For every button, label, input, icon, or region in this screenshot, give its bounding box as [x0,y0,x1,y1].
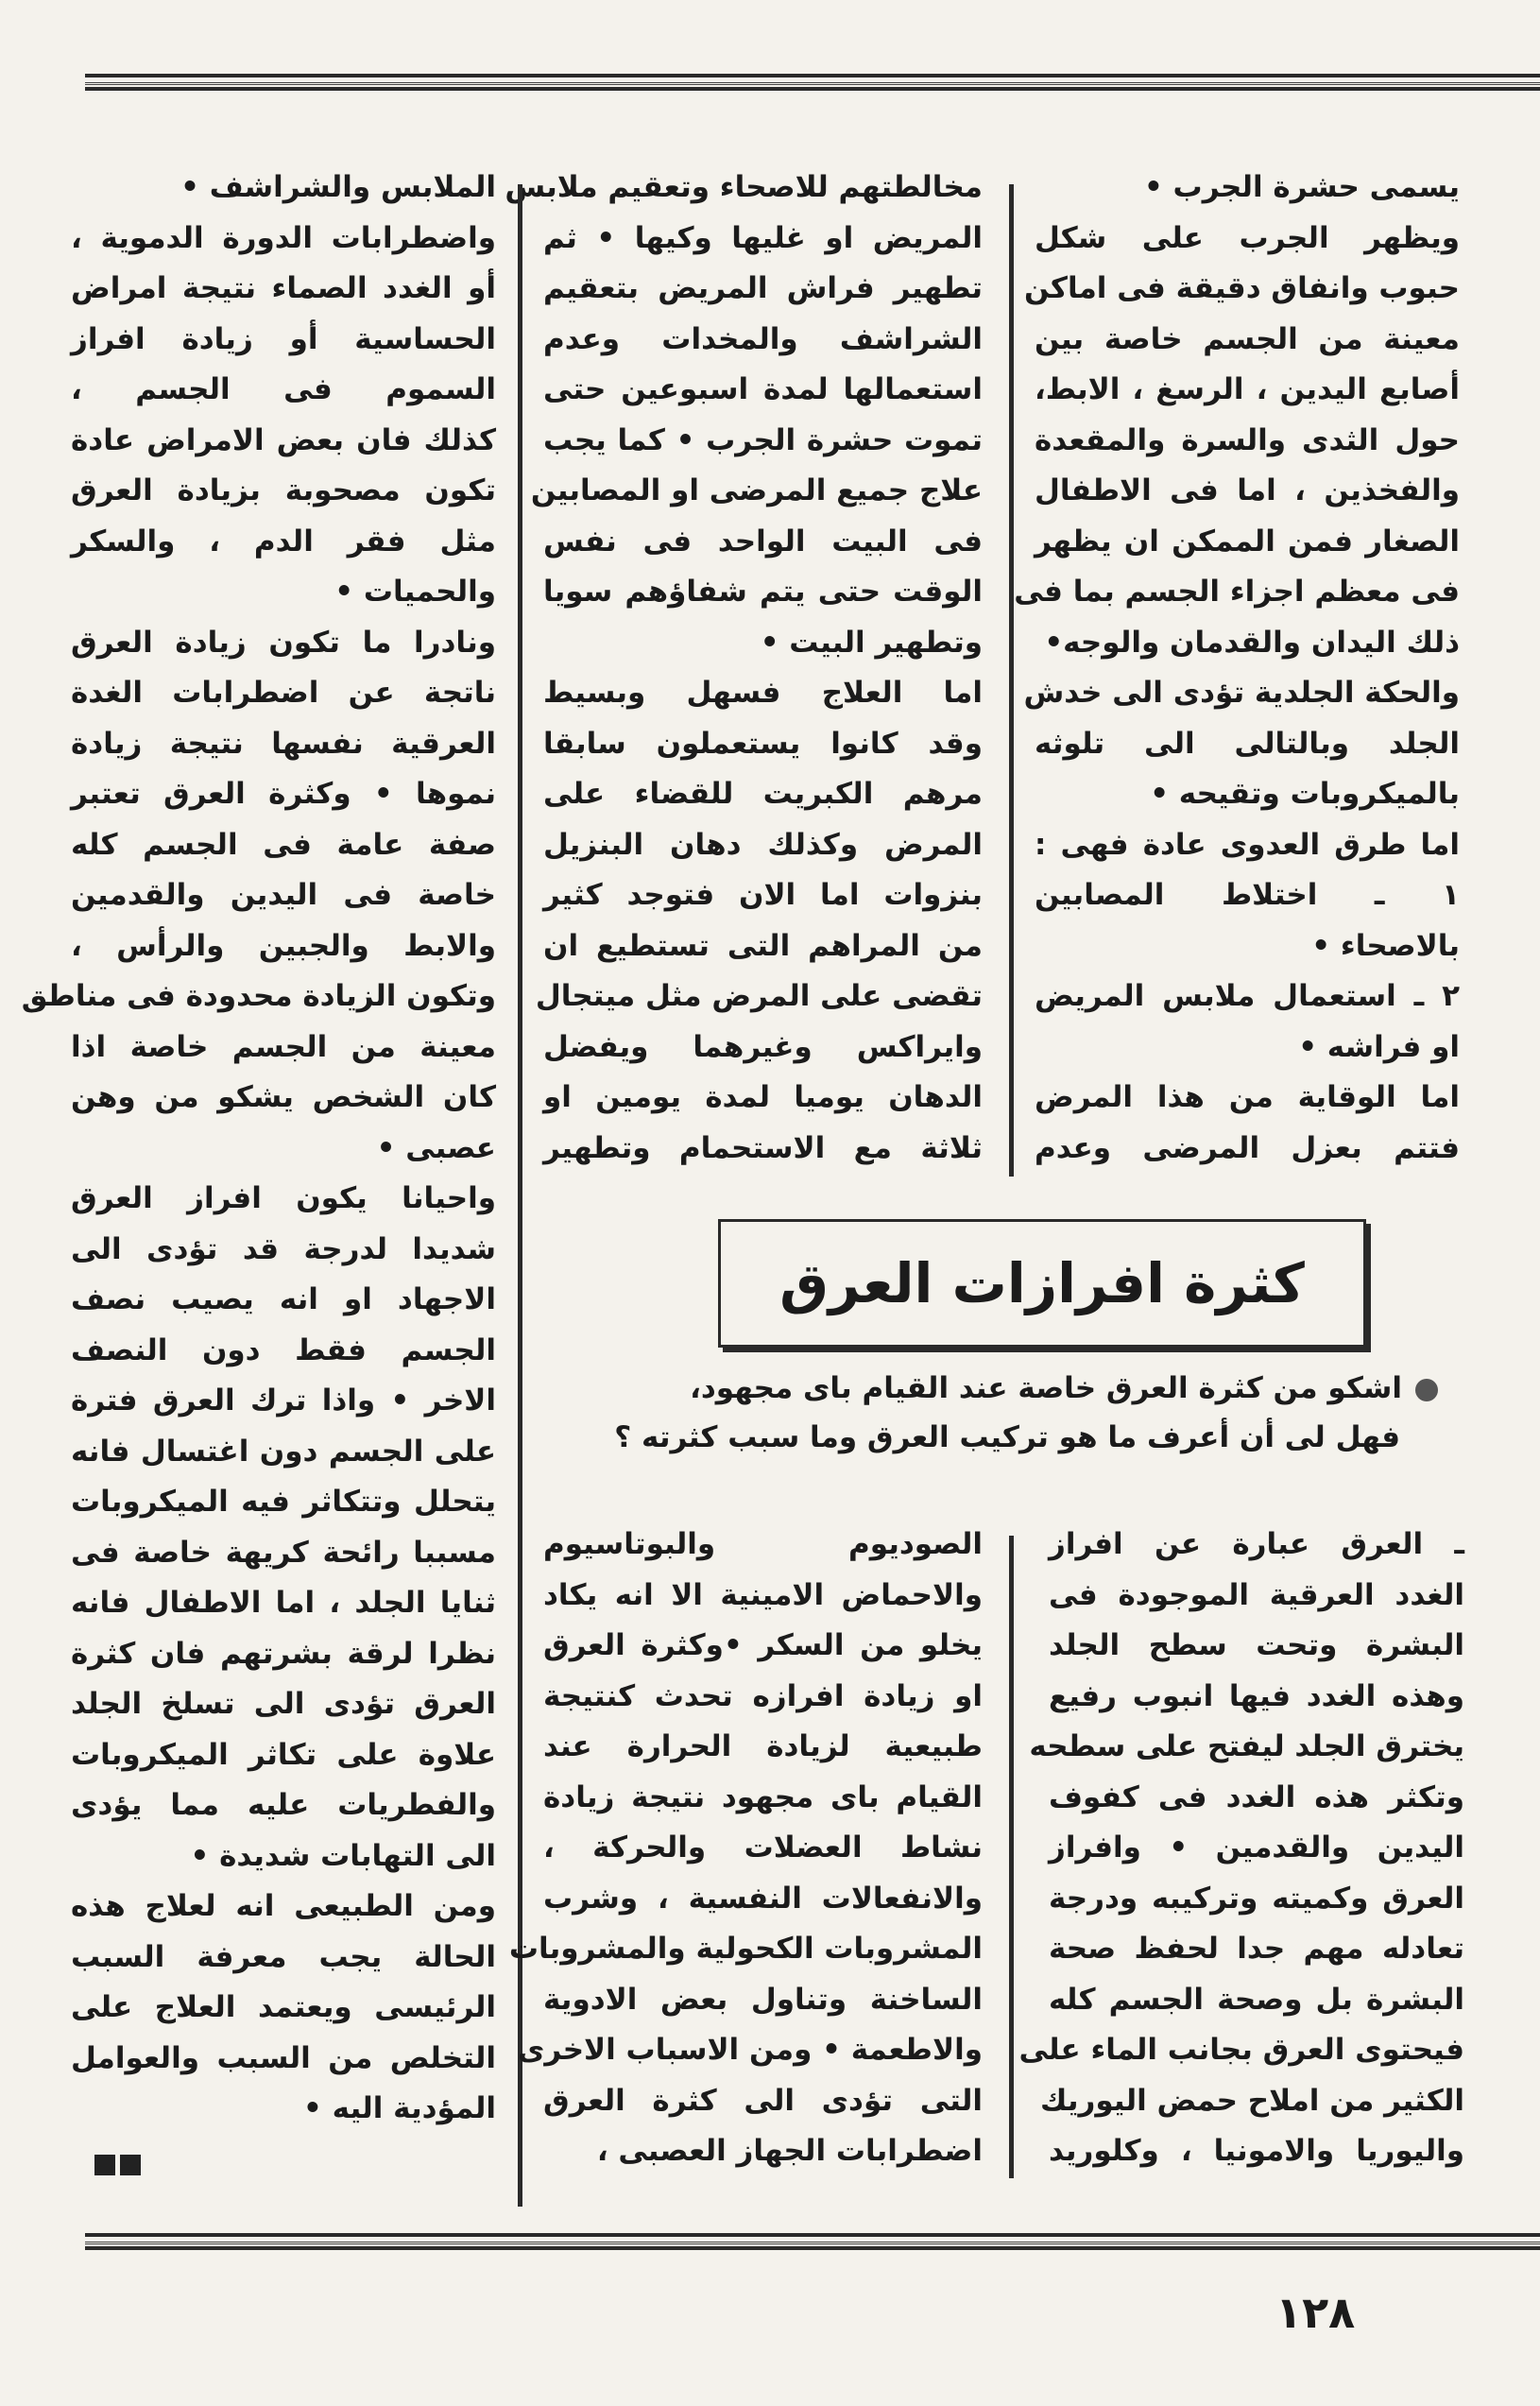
text-line: البشرة وتحت سطح الجلد [1049,1628,1464,1662]
text-line: ذلك اليدان والقدمان والوجه• [1044,625,1460,660]
text-line: علاوة على تكاثر الميكروبات [71,1737,496,1772]
text-line: يخترق الجلد ليفتح على سطحه [1029,1729,1464,1763]
text-line: والفطريات عليه مما يؤدى [71,1788,496,1822]
text-line: فى معظم اجزاء الجسم بما فى [1014,575,1460,609]
text-line: والانفعالات النفسية ، وشرب [543,1881,983,1916]
text-line: مسببا رائحة كريهة خاصة فى [71,1535,496,1570]
text-line: حول الثدى والسرة والمقعدة [1035,422,1460,457]
text-line: وتكون الزيادة محدودة فى مناطق [21,979,496,1013]
text-line: تكون مصحوبة بزيادة العرق [71,473,496,507]
text-line: والاطعمة • ومن الاسباب الاخرى [518,2033,983,2067]
question-line-1: اشكو من كثرة العرق خاصة عند القيام باى مجهود، [418,1364,1438,1413]
text-line: الجسم فقط دون النصف [71,1332,496,1367]
text-line: المشروبات الكحولية والمشروبات [508,1932,983,1966]
text-line: المريض او غليها وكيها • ثم [543,220,983,255]
text-line: وقد كانوا يستعملون سابقا [543,726,983,761]
text-line: الحساسية أو زيادة افراز [71,321,496,356]
question-line-2: فهل لى أن أعرف ما هو تركيب العرق وما سبب كثرته ؟ [614,1420,1400,1454]
text-line: والاحماض الامينية الا انه يكاد [543,1577,983,1612]
text-line: واليوريا والامونيا ، وكلوريد [1049,2134,1464,2168]
text-line: معينة من الجسم خاصة بين [1035,321,1460,356]
text-line: الاخر • واذا ترك العرق فترة [71,1383,496,1418]
text-line: تعادله مهم جدا لحفظ صحة [1049,1932,1464,1966]
text-line: العرق تؤدى الى تسلخ الجلد [71,1687,496,1721]
text-line: الغدد العرقية الموجودة فى [1049,1577,1464,1612]
top-rule [85,74,1540,91]
text-line: عصبى • [376,1130,496,1165]
text-line: ويظهر الجرب على شكل [1035,220,1460,255]
end-mark [94,2155,145,2179]
text-line: القيام باى مجهود نتيجة زيادة [543,1779,983,1814]
text-line: علاج جميع المرضى او المصابين [530,473,983,507]
text-line: ناتجة عن اضطرابات الغدة [71,676,496,710]
text-line: الوقت حتى يتم شفاؤهم سويا [543,575,983,609]
text-line: والفخذين ، اما فى الاطفال [1035,473,1460,507]
text-line: ـ العرق عبارة عن افراز [1049,1527,1464,1561]
column-divider [518,184,522,2207]
text-line: الشراشف والمخدات وعدم [543,321,983,356]
text-line: او زيادة افرازه تحدث كنتيجة [543,1678,983,1713]
page-number: ١٢٨ [1275,2287,1356,2338]
text-line: مثل فقر الدم ، والسكر [71,524,496,559]
text-line: من المراهم التى تستطيع ان [543,928,983,963]
text-line: استعمالها لمدة اسبوعين حتى [543,372,983,406]
text-line: فتتم بعزل المرضى وعدم [1035,1130,1460,1165]
text-line: اما العلاج فسهل وبسيط [543,676,983,710]
text-line: الدهان يوميا لمدة يومين او [543,1080,983,1114]
text-line: او فراشه • [1298,1029,1460,1064]
text-line: واضطرابات الدورة الدموية ، [71,220,496,255]
text-line: ٢ ـ استعمال ملابس المريض [1035,979,1460,1013]
text-line: والحكة الجلدية تؤدى الى خدش [1023,676,1460,710]
text-line: الملابس والشراشف • [180,170,496,204]
text-line: اما طرق العدوى عادة فهى : [1035,827,1460,862]
text-line: الى التهابات شديدة • [190,1838,496,1873]
text-line: يتحلل وتتكاثر فيه الميكروبات [71,1485,496,1519]
text-line: تطهير فراش المريض بتعقيم [543,271,983,305]
text-line: بالميكروبات وتقيحه • [1150,777,1460,811]
text-line: يخلو من السكر •وكثرة العرق [543,1628,983,1662]
text-line: الحالة يجب معرفة السبب [71,1939,496,1974]
text-line: نشاط العضلات والحركة ، [543,1830,983,1865]
text-line: تقضى على المرض مثل ميتجال [535,979,983,1013]
text-line: اليدين والقدمين • وافراز [1049,1830,1464,1865]
text-line: نموها • وكثرة العرق تعتبر [71,777,496,811]
text-line: الرئيسى ويعتمد العلاج على [71,1990,496,2024]
article2-column-middle [508,1520,983,2177]
text-line: اما الوقاية من هذا المرض [1035,1080,1460,1114]
text-line: ونادرا ما تكون زيادة العرق [71,625,496,660]
text-line: العرقية نفسها نتيجة زيادة [71,726,496,761]
text-line: ومن الطبيعى انه لعلاج هذه [71,1889,496,1923]
text-line: معينة من الجسم خاصة اذا [71,1029,496,1064]
article1-column-right [1014,163,1460,1174]
article1-column-middle [505,163,983,1174]
text-line: وايراكس وغيرهما ويفضل [543,1029,983,1064]
text-line: وتكثر هذه الغدد فى كفوف [1049,1779,1464,1814]
text-line: ثنايا الجلد ، اما الاطفال فانه [71,1586,496,1620]
bottom-rule [85,2233,1540,2250]
bullet-icon [1415,1379,1438,1401]
text-line: الساخنة وتناول بعض الادوية [543,1982,983,2017]
article-title: كثرة افرازات العرق [779,1251,1305,1315]
text-line: فى البيت الواحد فى نفس [543,524,983,559]
text-line: واحيانا يكون افراز العرق [71,1181,496,1215]
text-line: الاجهاد او انه يصيب نصف [71,1282,496,1316]
text-line: المؤدية اليه • [303,2091,496,2125]
text-line: مخالطتهم للاصحاء وتعقيم ملابس [505,170,983,204]
text-line: تموت حشرة الجرب • كما يجب [543,422,983,457]
text-line: أو الغدد الصماء نتيجة امراض [71,271,496,305]
text-line: شديدا لدرجة قد تؤدى الى [71,1231,496,1266]
text-line: السموم فى الجسم ، [71,372,496,406]
text-line: ثلاثة مع الاستحمام وتطهير [543,1130,983,1165]
column-divider [1009,1536,1014,2178]
text-line: كان الشخص يشكو من وهن [71,1080,496,1114]
reader-question [418,1364,1438,1462]
text-line: التى تؤدى الى كثرة العرق [543,2083,983,2118]
text-line: بنزوات اما الان فتوجد كثير [543,878,983,912]
text-line: والحميات • [334,575,496,609]
text-line: البشرة بل وصحة الجسم كله [1049,1982,1464,2017]
text-line: التخلص من السبب والعوامل [71,2040,496,2075]
text-line: اضطرابات الجهاز العصبى ، [596,2134,983,2168]
text-line: يسمى حشرة الجرب • [1143,170,1460,204]
text-line: مرهم الكبريت للقضاء على [543,777,983,811]
text-line: وهذه الغدد فيها انبوب رفيع [1049,1678,1464,1713]
text-line: ١ ـ اختلاط المصابين [1035,878,1460,912]
text-line: خاصة فى اليدين والقدمين [71,878,496,912]
text-line: الجلد وبالتالى الى تلوثه [1035,726,1460,761]
column-divider [1009,184,1014,1177]
text-line: صفة عامة فى الجسم كله [71,827,496,862]
article2-column-right [1018,1520,1464,2177]
text-line: العرق وكميته وتركيبه ودرجة [1049,1881,1464,1916]
text-line: بالاصحاء • [1311,928,1460,963]
text-line: وتطهير البيت • [760,625,983,660]
text-line: أصابع اليدين ، الرسغ ، الابط، [1035,372,1460,406]
text-line: كذلك فان بعض الامراض عادة [71,422,496,457]
text-line: والابط والجبين والرأس ، [71,928,496,963]
text-line: فيحتوى العرق بجانب الماء على [1018,2033,1464,2067]
text-line: الصوديوم والبوتاسيوم [543,1527,983,1561]
article1-column-left [21,163,496,2135]
text-line: على الجسم دون اغتسال فانه [71,1434,496,1469]
text-line: الصغار فمن الممكن ان يظهر [1035,524,1460,559]
text-line: نظرا لرقة بشرتهم فان كثرة [71,1636,496,1671]
text-line: طبيعية لزيادة الحرارة عند [543,1729,983,1763]
text-line: الكثير من املاح حمض اليوريك [1040,2083,1464,2118]
text-line: المرض وكذلك دهان البنزيل [543,827,983,862]
text-line: حبوب وانفاق دقيقة فى اماكن [1024,271,1460,305]
article-title-box [718,1219,1366,1348]
